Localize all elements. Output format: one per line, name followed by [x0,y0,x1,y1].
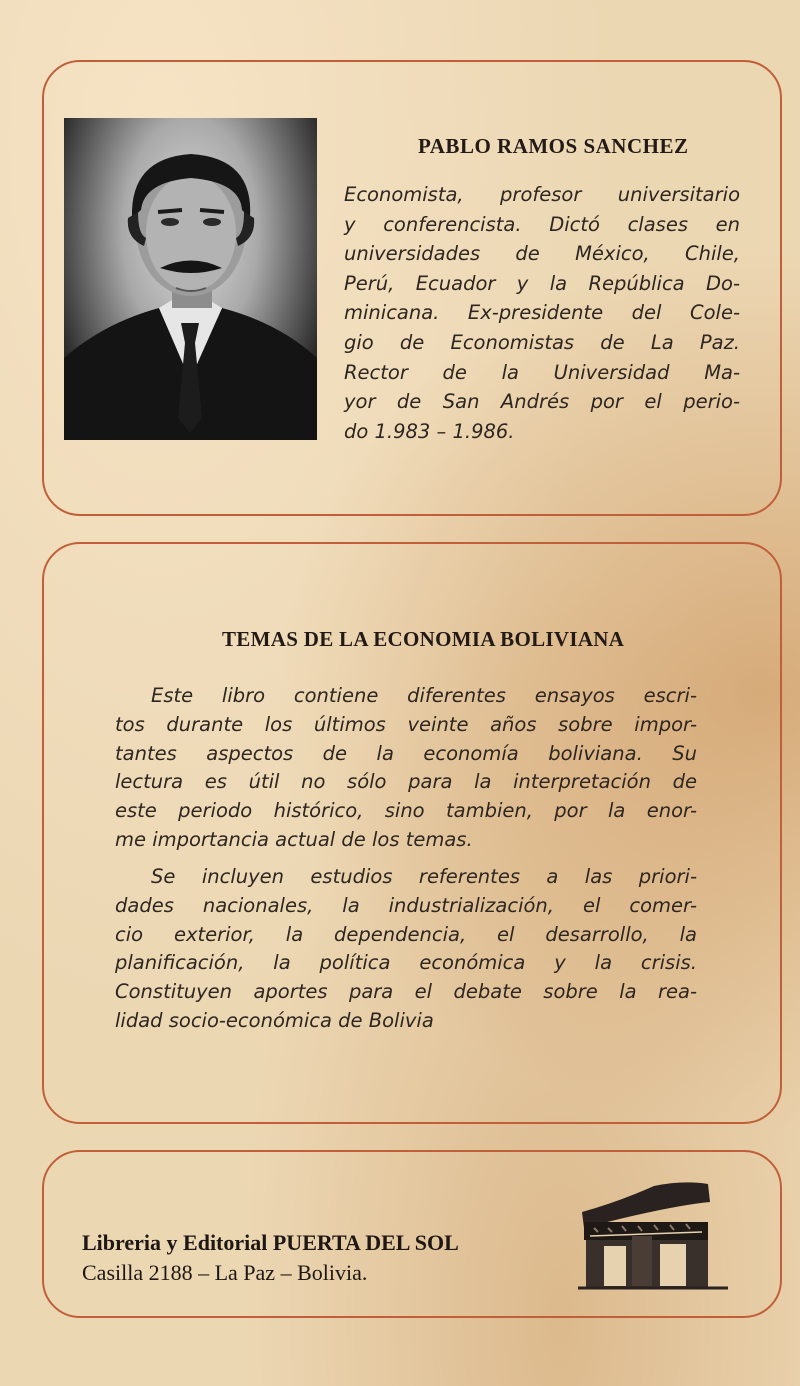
paragraph-line: este periodo histórico, sino tambien, por la enor- [115,799,697,823]
bio-line: y conferencista. Dictó clases en [344,212,740,236]
author-portrait-photo [64,118,317,440]
description-paragraph-2 [115,863,697,1036]
description-paragraph-1 [115,682,697,855]
paragraph-line: me importancia actual de los temas. [115,827,473,851]
publisher-info [82,1228,459,1288]
puerta-del-sol-gate-icon [578,1176,728,1294]
paragraph-line: Se incluyen estudios referentes a las priori- [151,865,697,888]
paragraph-line: tantes aspectos de la economía boliviana. Su [115,741,697,765]
bio-line: minicana. Ex-presidente del Cole- [344,301,740,325]
bio-line: do 1.983 – 1.986. [344,419,515,443]
publisher-address: Casilla 2188 – La Paz – Bolivia. [82,1260,368,1285]
paragraph-line: dades nacionales, la industrialización, el comer- [115,893,697,917]
paragraph-line: lidad socio-económica de Bolivia [115,1008,434,1032]
paragraph-line: cio exterior, la dependencia, el desarrollo, la [115,922,697,946]
bio-line: Perú, Ecuador y la República Do- [344,271,740,295]
paragraph-line: tos durante los últimos veinte años sobre impor- [115,712,697,736]
bio-line: Economista, profesor universitario [344,183,740,206]
publisher-name: Libreria y Editorial PUERTA DEL SOL [82,1230,459,1255]
paragraph-line: Este libro contiene diferentes ensayos escri- [151,684,697,707]
bio-line: yor de San Andrés por el perio- [344,390,740,414]
paragraph-line: planificación, la política económica y la crisis. [115,951,697,975]
author-bio [344,180,740,446]
book-title: TEMAS DE LA ECONOMIA BOLIVIANA [222,627,625,651]
paragraph-line: Constituyen aportes para el debate sobre la rea- [115,980,697,1004]
bio-line: universidades de México, Chile, [344,242,740,266]
paragraph-line: lectura es útil no sólo para la interpretación de [115,770,697,794]
bio-line: Rector de la Universidad Ma- [344,360,740,384]
author-name: PABLO RAMOS SANCHEZ [418,134,689,158]
bio-line: gio de Economistas de La Paz. [344,330,740,354]
